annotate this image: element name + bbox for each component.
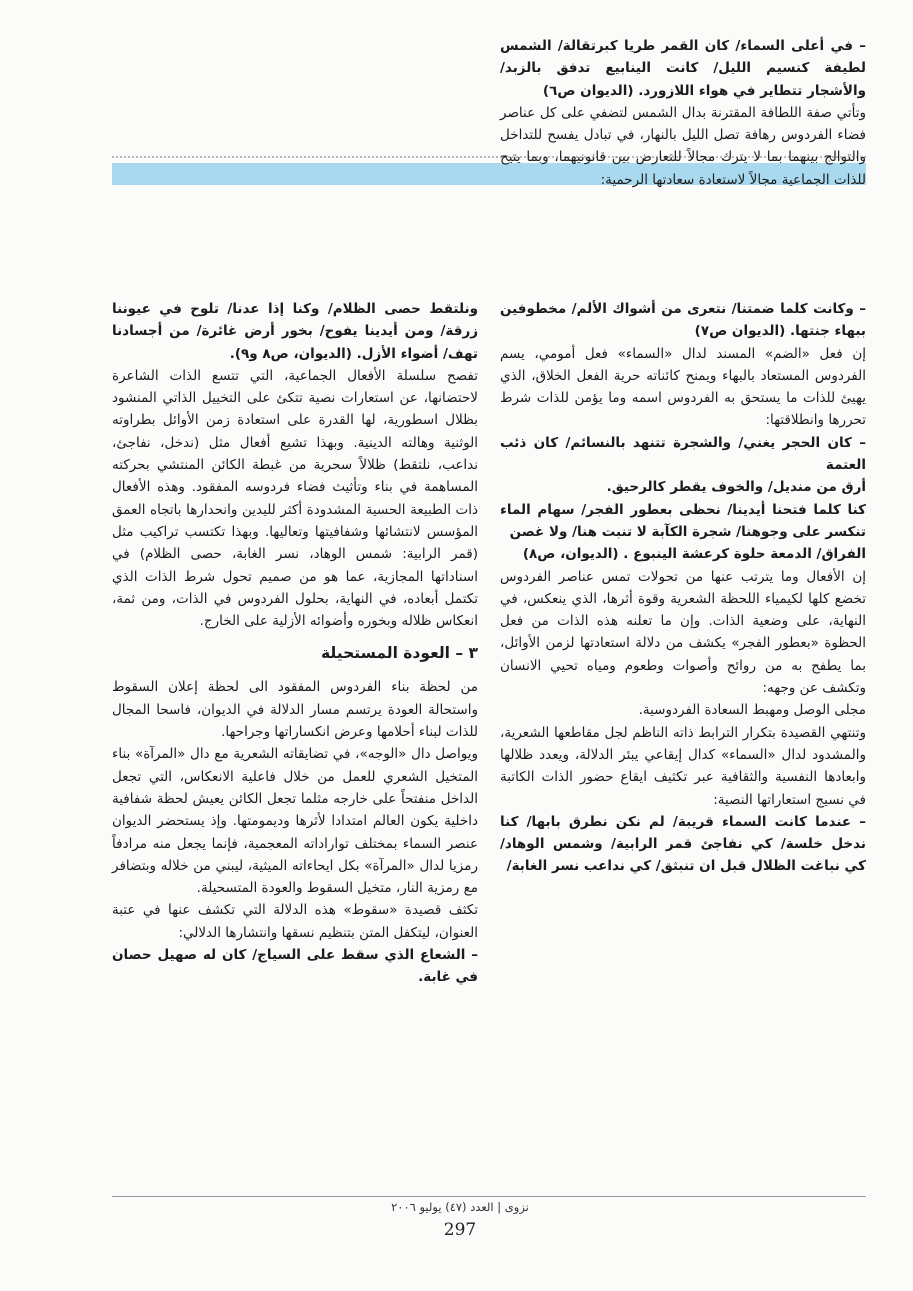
paragraph: مجلى الوصل ومهبط السعادة الفردوسية. [638,702,866,719]
top-right-text-block [500,35,866,191]
paragraph: تفصح سلسلة الأفعال الجماعية، التي تتسع الذات الشاعرة لاحتضانها، عن استعارات نصية تتكئ على التخييل الذاتي المنشود بظلال اسطورية، لها القدرة على استعادة زمن الأوائل بطراوته الوثنية وهالته الدينية. وبهذا تشيع أفعال مثل (ندخل، نفاجئ، نداعب، نلتقط) ظلالاً سحرية من غبطة الكائن المنتشي بحركته المساهمة في بناء وتأثيث فضاء فردوسه المفقود. وهذه الأفعال ذات الطبيعة الحسية المشدودة أكثر لليدين وانحدارها باتجاه العمق المؤسس لانتشائها وشفافيتها وتعاليها. وبهذا تكتسب تراكيب مثل (قمر الرابية: شمس الوهاد، نسر الغابة، حصى الظلام) في اسناداتها المجازية، عما هو من صميم تحول شرط الذات الذي تكتمل أبعاده، في النهاية، بحلول الفردوس في الذات، ومن ثمة، انعكاس ظلاله وبخوره وأضوائه الأزلية على الخارج. [112,367,478,630]
section-heading: ٣ – العودة المستحيلة [321,644,478,663]
footer-issue-info: نزوى | العدد (٤٧) يوليو ٢٠٠٦ [391,1200,529,1214]
paragraph: وتنتهي القصيدة بتكرار الترابط ذاته الناظم لجل مقاطعها الشعرية، والمشدود لدال «السماء» كدال إيقاعي يبئر الدلالة، ويعدد ظلالها وابعادها النفسية والثقافية عبر تكثيف ايقاع حضور الذات الكاتبة في نسيج استعاراتها النصية: [500,724,866,808]
paragraph: إن فعل «الضم» المسند لدال «السماء» فعل أمومي، يسم الفردوس المستعاد بالبهاء ويمنح كائناته حرية الفعل الخلاق، الذي يهيئ للذات ما يستحق به الفردوس اسمه وما يؤمن للذات شرط تحررها وانطلاقتها: [500,345,866,429]
right-column [500,298,866,878]
paragraph: إن الأفعال وما يترتب عنها من تحولات تمس عناصر الفردوس تخضع كلها لكيمياء اللحظة الشعرية وقوة أثرها، الذي ينعكس، في النهاية، على وضعية الذات. وإن ما تعلنه هذه الذات من فعل الحظوة «بعطور الفجر» يكشف من دلالة استعادتها لزمن الأوائل، بما يطفح به من روائح وأصوات وطعوم ومياه تحيي الانسان وتكشف عن وجهه: [500,568,866,697]
paragraph: أرق من منديل/ والخوف يقطر كالرحيق. [606,479,866,496]
left-column [112,298,478,989]
paragraph: – الشعاع الذي سقط على السياج/ كان له صهيل حصان في غابة. [112,947,478,986]
paragraph: من لحظة بناء الفردوس المفقود الى لحظة إعلان السقوط واستحالة العودة يرتسم مسار الدلالة في الديوان، فاسحا المجال للذات لبناء أحلامها وعرض انكساراتها وجراحها. [112,679,478,741]
paragraph: الفراق/ الدمعة حلوة كرعشة الينبوع . (الديوان، ص٨) [522,546,866,563]
paragraph: – في أعلى السماء/ كان القمر طريا كبرتقالة/ الشمس لطيفة كنسيم الليل/ كانت الينابيع تدفق بالزبد/ والأشجار تتطاير في هواء اللازورد. (الديوان ص٦) [500,38,866,99]
paragraph: – عندما كانت السماء قريبة/ لم نكن نطرق بابها/ كنا ندخل خلسة/ كي نفاجئ قمر الرابية/ وشمس الوهاد/ كي نباغت الظلال قبل ان تنبثق/ كي نداعب نسر الغابة/ [500,813,866,875]
page-number: 297 [443,1220,477,1240]
paragraph: ويواصل دال «الوجه»، في تضايقاته الشعرية مع دال «المرآة» بناء المتخيل الشعري للعمل من خلال فاعلية الانعكاس، التي تجعل الداخل منفتحاً على خارجه مثلما تجعل الكائن يعيش لحظة شفافية داخلية يكون العالم امتدادا لأثرها وديمومتها. وإذ يستحضر الديوان عنصر السماء بمختلف تواراداته المعجمية، فإنما يجعل منه مرادفاً رمزيا لدال «المرآة» بكل ايحاءاته الميثية، ليبني من خلاله وبتضافر مع رمزية النار، متخيل السقوط والعودة المتسحيلة. [112,746,478,897]
paragraph: – كان الحجر يغني/ والشجرة تتنهد بالنسائم/ كان ذئب العتمة [500,434,866,474]
paragraph: كنا كلما فتحنا أيدينا/ نحظى بعطور الفجر/ سهام الماء تنكسر على وجوهنا/ شجرة الكآبة لا تنبت هنا/ ولا غصن [500,501,866,540]
paragraph: تكثف قصيدة «سقوط» هذه الدلالة التي تكشف عنها في عتبة العنوان، ليتكفل المتن بتنظيم نسقها وانتشارها الدلالي: [112,902,478,941]
paragraph: وتأتي صفة اللطافة المقترنة بدال الشمس لتضفي على كل عناصر فضاء الفردوس رهافة تصل الليل بالنهار، في تبادل يفسح للتداخل والتوالج بينهما بما لا يترك مجالاً للتعارض بين قانونيهما، وبما يتيح للذات الجماعية مجالاً لاستعادة سعادتها الرحمية: [500,104,866,188]
paragraph: – وكانت كلما ضمتنا/ نتعرى من أشواك الألم/ مخطوفين ببهاء جنتها. (الديوان ص٧) [500,301,866,340]
paragraph: ونلتقط حصى الظلام/ وكنا إذا عدنا/ تلوح في عيوننا زرقة/ ومن أيدينا يفوح/ بخور أرض غائرة/ من أجسادنا تهف/ أضواء الأزل. (الديوان، ص٨ و٩). [112,301,478,362]
footer-rule [112,1196,866,1197]
